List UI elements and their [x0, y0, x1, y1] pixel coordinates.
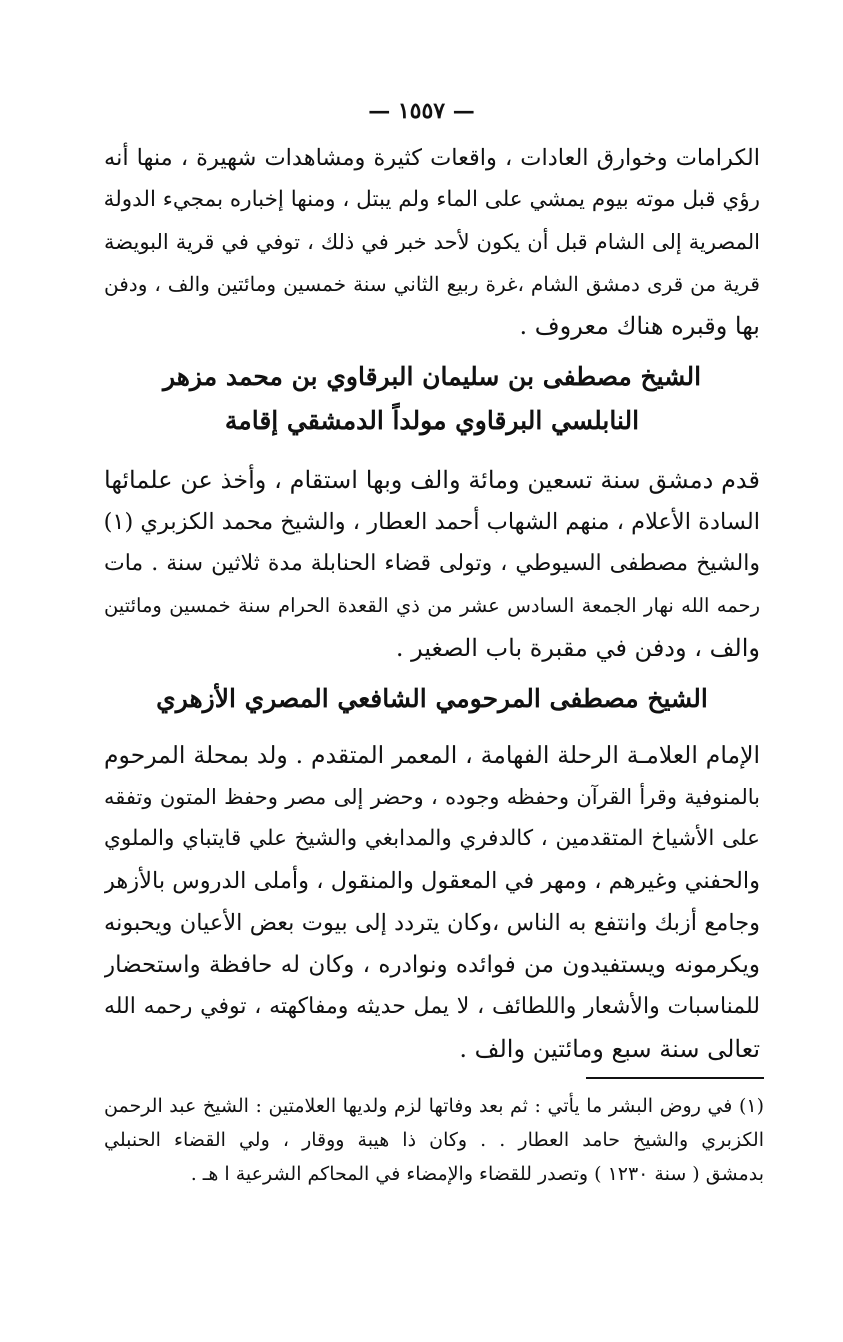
paragraph-line: الإمام العلامـة الرحلة الفهامة ، المعمر المتقدم . ولد بمحلة المرحوم [104, 741, 760, 769]
paragraph-line: بها وقبره هناك معروف . [519, 312, 760, 340]
paragraph-line: للمناسبات والأشعار واللطائف ، لا يمل حديثه ومفاكهته ، توفي رحمه الله [104, 994, 760, 1019]
paragraph-line: رحمه الله نهار الجمعة السادس عشر من ذي القعدة الحرام سنة خمسين ومائتين [104, 594, 760, 617]
entry-heading: الشيخ مصطفى المرحومي الشافعي المصري الأزهري [156, 684, 708, 713]
paragraph-line: المصرية إلى الشام قبل أن يكون لأحد خبر في ذلك ، توفي في قرية البويضة [104, 230, 760, 254]
paragraph-line: والحفني وغيرهم ، ومهر في المعقول والمنقول ، وأملى الدروس بالأزهر [104, 868, 760, 894]
entry-heading: الشيخ مصطفى بن سليمان البرقاوي بن محمد مزهر [162, 362, 702, 391]
paragraph-line: على الأشياخ المتقدمين ، كالدفري والمدابغي والشيخ علي قايتباي والملوي [104, 826, 760, 851]
page-number: — ١٥٥٧ — [368, 98, 475, 124]
paragraph-line: والشيخ مصطفى السيوطي ، وتولى قضاء الحنابلة مدة ثلاثين سنة . مات [104, 551, 760, 576]
paragraph-line: قرية من قرى دمشق الشام ،غرة ربيع الثاني سنة خمسين ومائتين والف ، ودفن [104, 272, 760, 296]
footnote [104, 1089, 764, 1191]
footnote-divider [586, 1077, 764, 1079]
entry-heading: النابلسي البرقاوي مولداً الدمشقي إقامة [224, 406, 640, 435]
entry-paragraph [104, 459, 760, 669]
paragraph-line: الكرامات وخوارق العادات ، واقعات كثيرة ومشاهدات شهيرة ، منها أنه [104, 145, 760, 171]
footnote-line: (١) في روض البشر ما يأتي : ثم بعد وفاتها لزم ولديها العلامتين : الشيخ عبد الرحمن [104, 1095, 764, 1117]
paragraph-line: وجامع أزبك وانتفع به الناس ،وكان يتردد إلى بيوت بعض الأعيان ويحبونه [104, 910, 760, 936]
paragraph-line: قدم دمشق سنة تسعين ومائة والف وبها استقام ، وأخذ عن علمائها [104, 466, 760, 494]
paragraph-line: تعالى سنة سبع ومائتين والف . [459, 1035, 760, 1063]
entry-paragraph [104, 734, 760, 1070]
paragraph-line: بالمنوفية وقرأ القرآن وحفظه وجوده ، وحضر إلى مصر وحفظ المتون وتفقه [104, 785, 760, 809]
footnote-line: بدمشق ( سنة ١٢٣٠ ) وتصدر للقضاء والإمضاء في المحاكم الشرعية ا هـ . [190, 1163, 764, 1185]
footnote-line: الكزبري والشيخ حامد العطار . . وكان ذا هيبة ووقار ، ولي القضاء الحنبلي [104, 1129, 764, 1151]
paragraph-line: ويكرمونه ويستفيدون من فوائده ونوادره ، وكان له حافظة واستحضار [104, 952, 760, 978]
continuation-paragraph [104, 137, 760, 347]
paragraph-line: السادة الأعلام ، منهم الشهاب أحمد العطار ، والشيخ محمد الكزبري (١) [104, 509, 760, 535]
paragraph-line: والف ، ودفن في مقبرة باب الصغير . [395, 634, 760, 662]
paragraph-line: رؤي قبل موته بيوم يمشي على الماء ولم يبتل ، ومنها إخباره بمجيء الدولة [104, 187, 760, 212]
